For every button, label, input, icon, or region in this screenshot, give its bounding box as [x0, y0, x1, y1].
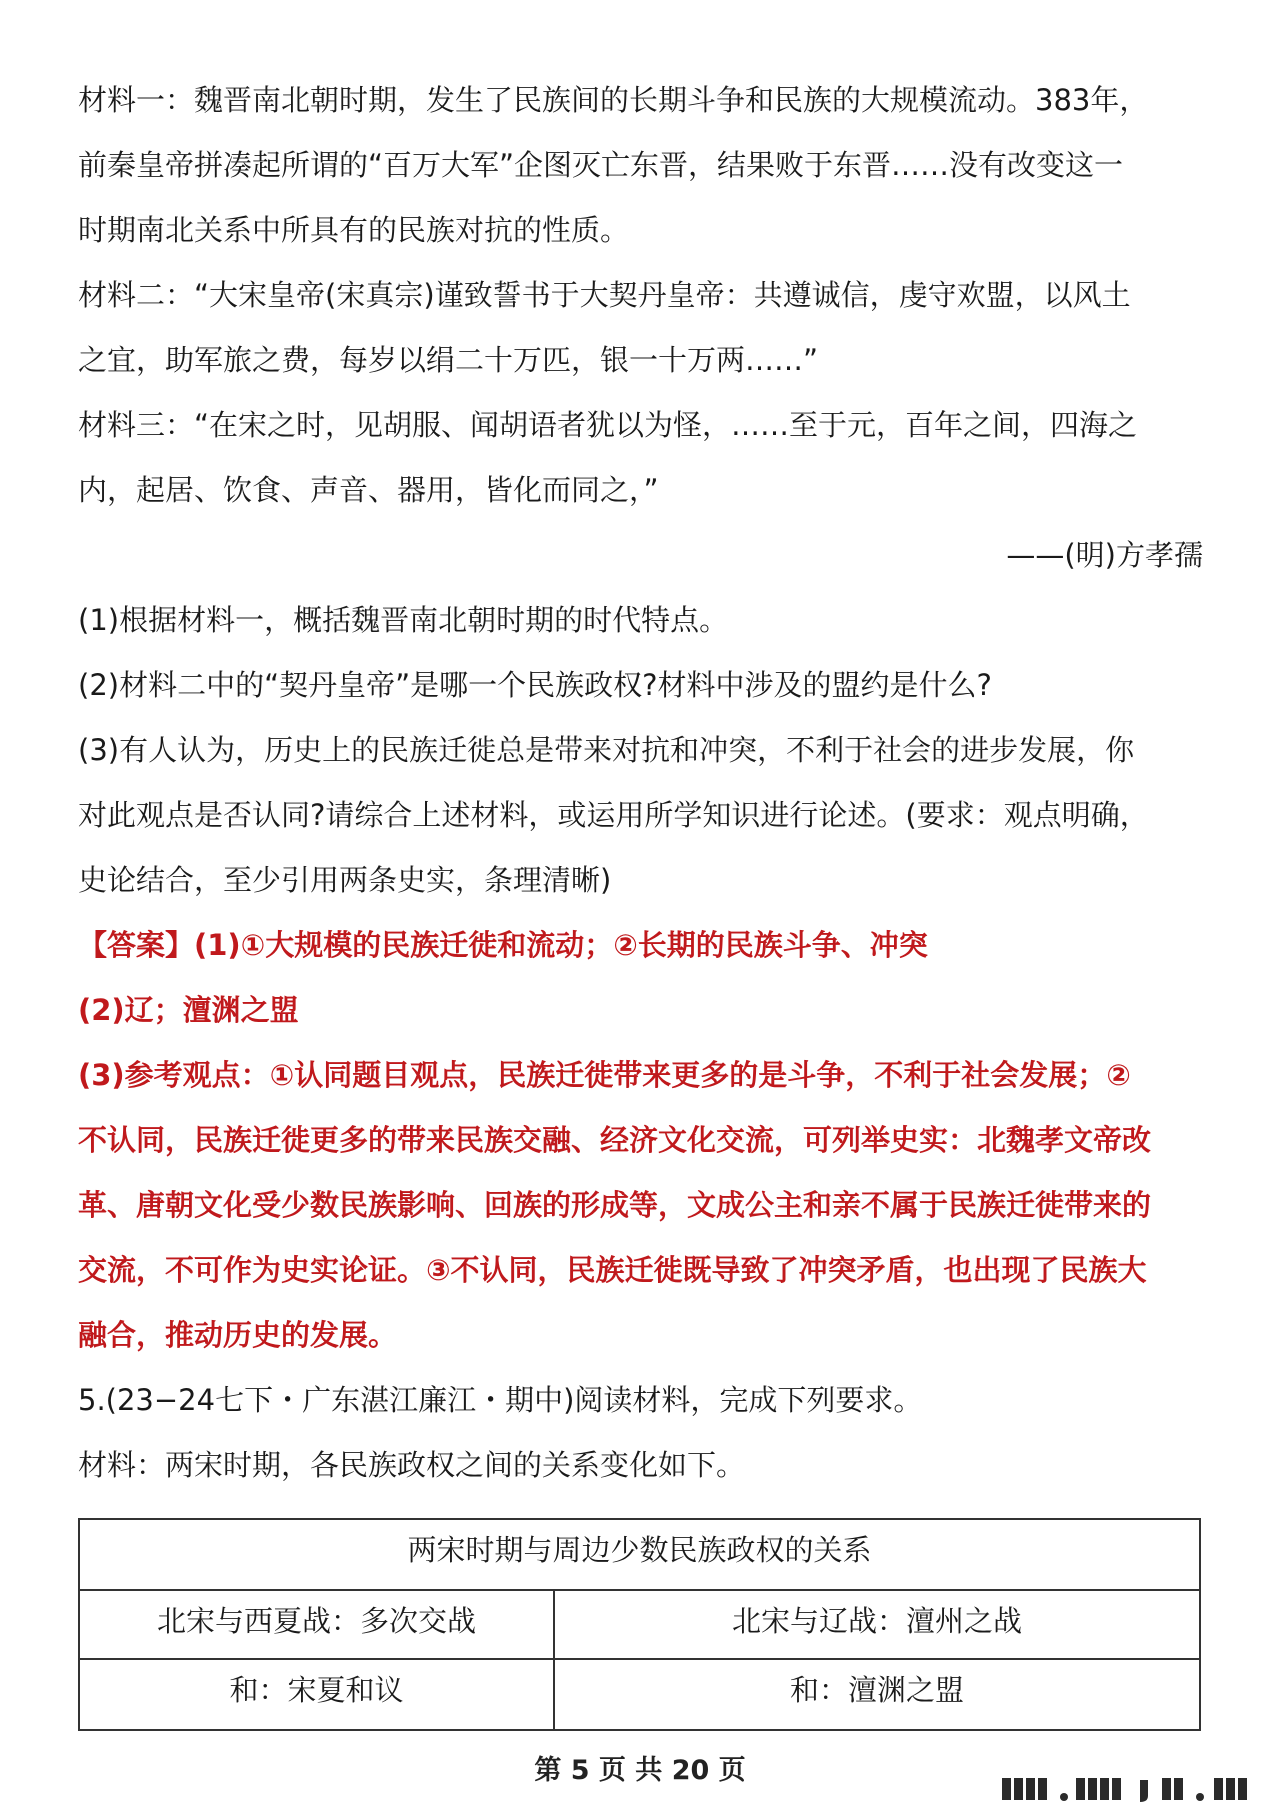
question-1 [78, 588, 1203, 653]
source-text: ——(明)方孝孺 [1006, 538, 1203, 572]
question-text: 史论结合，至少引用两条史实，条理清晰) [78, 863, 612, 897]
answer-3-line: 融合，推动历史的发展。 [78, 1318, 398, 1352]
table-header: 两宋时期与周边少数民族政权的关系 [79, 1519, 1200, 1590]
text-line: 之宜，助军旅之费，每岁以绢二十万匹，银一十万两……” [78, 343, 819, 377]
table-row [79, 1659, 1200, 1730]
material-two [78, 263, 1203, 393]
table-row [79, 1590, 1200, 1659]
table-cell: 北宋与辽战：澶州之战 [554, 1590, 1200, 1659]
table-cell: 北宋与西夏战：多次交战 [79, 1590, 554, 1659]
text-line: 材料一：魏晋南北朝时期，发生了民族间的长期斗争和民族的大规模流动。383年， [78, 83, 1149, 117]
text-line: 内，起居、饮食、声音、器用，皆化而同之，” [78, 473, 659, 507]
page-number: 第 5 页 共 20 页 [534, 1755, 746, 1786]
answer-block [78, 913, 1203, 1368]
text-line: 材料二：“大宋皇帝(宋真宗)谨致誓书于大契丹皇帝：共遵诚信，虔守欢盟，以风土 [78, 278, 1131, 312]
question-text: (3)有人认为，历史上的民族迁徙总是带来对抗和冲突，不利于社会的进步发展，你 [78, 733, 1135, 767]
question-text: (1)根据材料一，概括魏晋南北朝时期的时代特点。 [78, 603, 729, 637]
answer-3-line: 革、唐朝文化受少数民族影响、回族的形成等，文成公主和亲不属于民族迁徙带来的 [78, 1188, 1152, 1222]
question-text: (2)材料二中的“契丹皇帝”是哪一个民族政权?材料中涉及的盟约是什么? [78, 668, 992, 702]
answer-3-line: 不认同，民族迁徙更多的带来民族交融、经济文化交流，可列举史实：北魏孝文帝改 [78, 1123, 1152, 1157]
answer-3-line: (3)参考观点：①认同题目观点，民族迁徙带来更多的是斗争，不利于社会发展；② [78, 1058, 1131, 1092]
question-5-material: 材料：两宋时期，各民族政权之间的关系变化如下。 [78, 1448, 746, 1482]
answer-1: 【答案】(1)①大规模的民族迁徙和流动；②长期的民族斗争、冲突 [78, 928, 928, 962]
table-cell: 和：宋夏和议 [79, 1659, 554, 1730]
question-5 [78, 1368, 1203, 1498]
material-three [78, 393, 1203, 523]
answer-2: (2)辽；澶渊之盟 [78, 993, 299, 1027]
text-line: 时期南北关系中所具有的民族对抗的性质。 [78, 213, 630, 247]
material-one [78, 68, 1203, 263]
watermark-icon [1002, 1770, 1254, 1804]
relations-table [78, 1518, 1201, 1731]
source-citation [78, 523, 1203, 588]
question-2 [78, 653, 1203, 718]
text-line: 材料三：“在宋之时，见胡服、闻胡语者犹以为怪，……至于元，百年之间，四海之 [78, 408, 1138, 442]
question-5-title: 5.(23−24七下・广东湛江廉江・期中)阅读材料，完成下列要求。 [78, 1383, 923, 1417]
text-line: 前秦皇帝拼凑起所谓的“百万大军”企图灭亡东晋，结果败于东晋……没有改变这一 [78, 148, 1124, 182]
table-cell: 和：澶渊之盟 [554, 1659, 1200, 1730]
question-3 [78, 718, 1203, 913]
question-text: 对此观点是否认同?请综合上述材料，或运用所学知识进行论述。(要求：观点明确， [78, 798, 1149, 832]
answer-3-line: 交流，不可作为史实论证。③不认同，民族迁徙既导致了冲突矛盾，也出现了民族大 [78, 1253, 1147, 1287]
